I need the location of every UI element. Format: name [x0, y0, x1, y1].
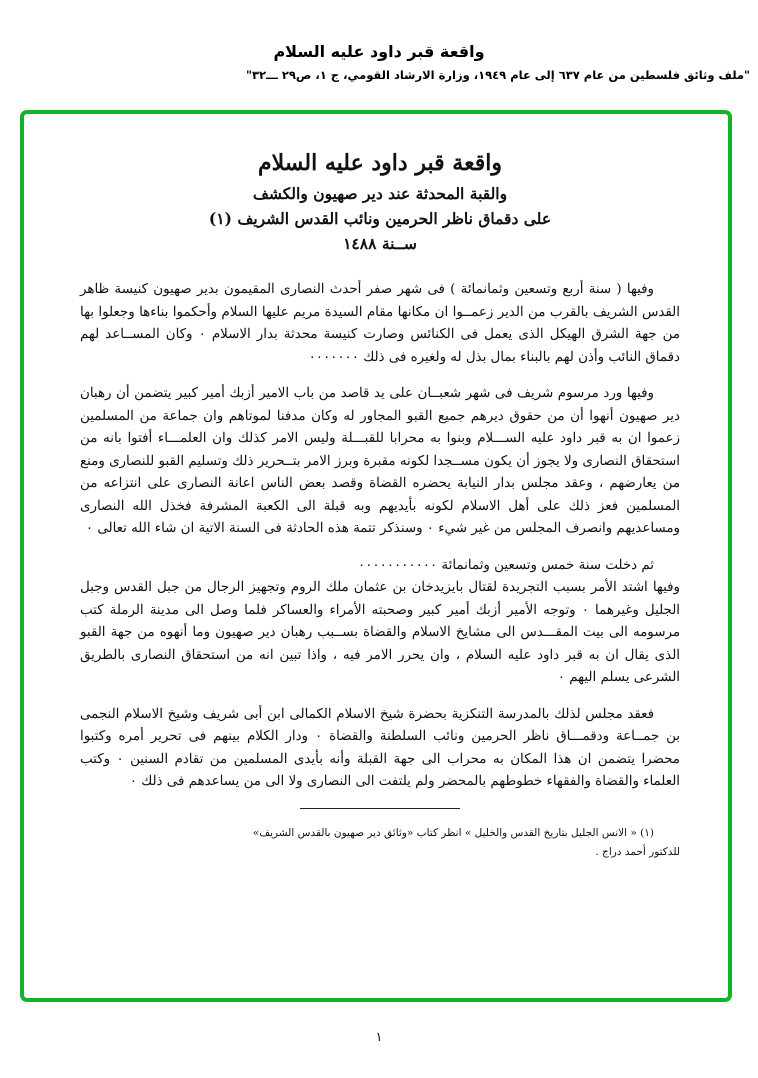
paragraph-3: وفيها اشتد الأمر بسبب التجريدة لقتال بايزيدخان بن عثمان ملك الروم وتجهيز الرجال من جبل القدس وجبل الجليل وغيرهما ٠ وتوجه الأمير أزبك أمير كبير وصحبته الأمراء والعساكر فلما وصل الى مدينة الرملة كتب مرسومه الى بيت المقـــدس الى مشايخ الاسلام والقضاة بســبب رهبان دير صهيون وما أنهوه من جهة القبو الذى يقال ان به قبر داود عليه السلام ، وان يحرر الامر فيه ، واذا تبين انه من استحقاق النصارى بالطريق الشرعى يسلم اليهم ٠	[80, 580, 680, 685]
page-header-source: "ملف وثائق فلسطين من عام ٦٣٧ إلى عام ١٩٤٩، وزارة الارشاد القومي، ج ١، ص٢٩ ـــ٣٢"	[246, 68, 750, 82]
paragraph-2-text: وفيها ورد مرسوم شريف فى شهر شعبــان على يد قاصد من باب الامير أزبك أمير كبير يتضمن أن رهبان دير صهيون أنهوا أن من حقوق ديرهم جميع القبو المجاور له وكان مدفنا لموتاهم وان جماعة من المسلمين زعموا ان به قبر داود عليه الســـلام وبنوا به محرابا للقبـــلة وليس الامر كذلك وان العلمـــاء أفتوا بانه من استحقاق النصارى ولا يجوز أن يكون مســجدا لكونه مقبرة وبرز الامر بتــحرير ذلك وتسليم القبو للنصارى ومنع من يعارضهم ، وعقد مجلس بدار النيابة يحضره القضاة وقصد بعض الناس اعانة النصارى على انتزاعه من المسلمين فعز ذلك على أهل الاسلام لكونه بأيديهم وبه قبلة الى الكعبة المشرفة فخذل الله النصارى ومساعديهم وانصرف المجلس من غير شيء ٠ وسنذكر تتمة هذه الحادثة فى السنة الاتية ان شاء الله تعالى ٠	[80, 386, 680, 536]
document-year: ســنة ١٤٨٨	[343, 234, 417, 253]
footnote: (١) « الانس الجليل بتاريخ القدس والخليل » انظر كتاب «وثائق دير صهيون بالقدس الشريف»	[252, 826, 654, 839]
document-title: واقعة قبر داود عليه السلام	[258, 150, 502, 176]
document-subtitle-1: والقبة المحدثة عند دير صهيون والكشف	[252, 184, 508, 203]
document-body	[80, 150, 680, 862]
page-number: ١	[375, 1030, 383, 1045]
paragraph-4	[80, 704, 680, 794]
footnote-continuation: للدكتور أحمد دراج .	[595, 845, 680, 858]
paragraph-2	[80, 383, 680, 541]
page-header-title: واقعة قبر داود عليه السلام	[273, 42, 485, 61]
paragraph-1-text: وفيها ( سنة أربع وتسعين وثمانمائة ) فى شهر صفر أحدث النصارى المقيمون بدير صهيون كنيسة ظاهر القدس الشريف بالقرب من الدير زعمــوا ان مكانها مقام السيدة مريم عليها السلام وأحكموا بناءها وجعلوا بها من جهة الشرق الهيكل الذى يعمل فى الكنائس وصارت كنيسة محدثة بدار الاسلام ٠ وكان المســاعد لهم دقماق النائب وأذن لهم بالبناء بمال بذل له ولغيره فى ذلك ٠٠٠٠٠٠٠	[80, 282, 680, 365]
paragraph-1	[80, 279, 680, 369]
footnote-divider	[300, 808, 460, 810]
document-subtitle-2: على دقماق ناظر الحرمين ونائب القدس الشريف (١)	[208, 209, 552, 228]
paragraph-4-text: فعقد مجلس لذلك بالمدرسة التنكزية بحضرة شيخ الاسلام الكمالى ابن أبى شريف وشيخ الاسلام النجمى بن جمــاعة ودقمـــاق ناظر الحرمين ونائب السلطنة والقضاة ٠ ودار الكلام بينهم فى تحرير أمره وكتبوا محضرا يتضمن ان هذا المكان به محراب الى جهة القبلة وأنه بأيدى المسلمين من تقادم السنين ٠ وكتب العلماء والقضاة والفقهاء خطوطهم بالمحضر ولم يلتفت الى النصارى ولا الى من يساعدهم فى ذلك ٠	[80, 706, 680, 789]
year-transition-line: ثم دخلت سنة خمس وتسعين وثمانمائة ٠٠٠٠٠٠٠٠٠٠٠	[358, 557, 654, 573]
